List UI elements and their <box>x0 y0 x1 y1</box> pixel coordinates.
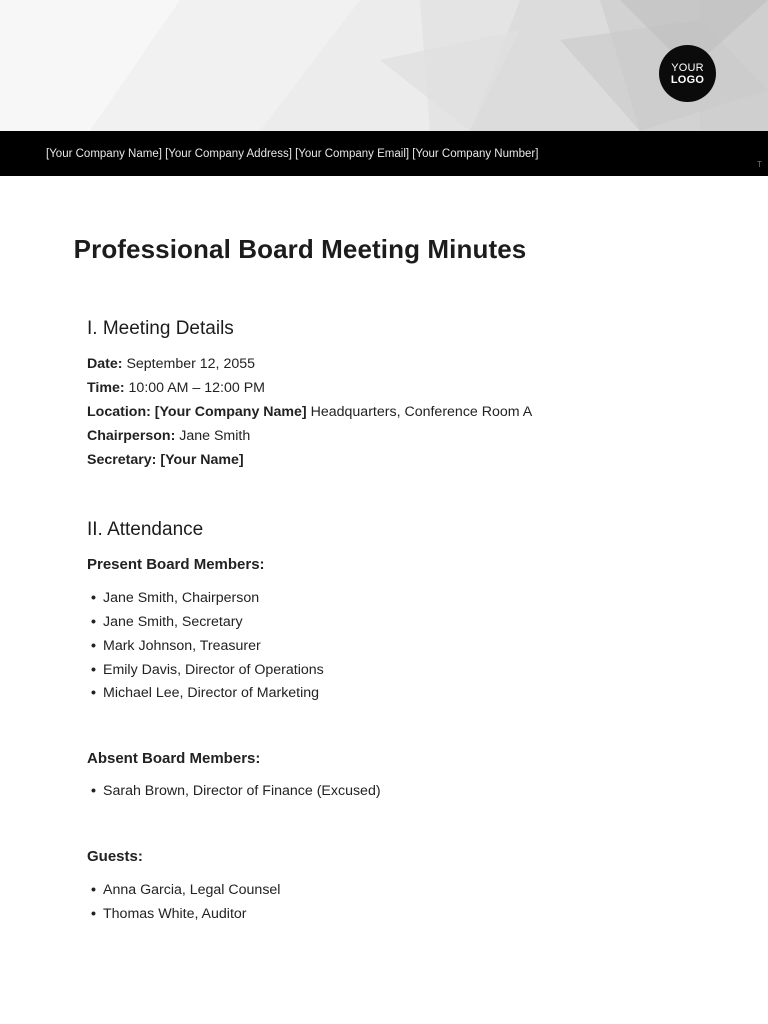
list-item-text: Anna Garcia, Legal Counsel <box>103 882 281 898</box>
bullet-icon: • <box>91 685 96 701</box>
chairperson-value: Jane Smith <box>179 428 251 444</box>
bullet-icon: • <box>91 614 96 630</box>
chairperson-label: Chairperson: <box>87 428 176 444</box>
bullet-icon: • <box>91 590 96 606</box>
bullet-icon: • <box>91 906 96 922</box>
list-item-text: Thomas White, Auditor <box>103 906 247 922</box>
guests-heading: Guests: <box>87 848 143 865</box>
header-banner <box>0 0 768 131</box>
document-title: Professional Board Meeting Minutes <box>73 234 527 264</box>
bullet-icon: • <box>91 662 96 678</box>
location-label: Location: [Your Company Name] <box>87 404 307 420</box>
location-value: Headquarters, Conference Room A <box>310 404 533 420</box>
time-line <box>87 380 265 396</box>
absent-members-heading: Absent Board Members: <box>87 750 261 767</box>
list-item-text: Jane Smith, Chairperson <box>103 590 260 606</box>
list-item-text: Michael Lee, Director of Marketing <box>103 685 320 701</box>
date-line <box>87 356 255 372</box>
banner-geometric-background <box>0 0 768 131</box>
date-value: September 12, 2055 <box>126 356 256 372</box>
corner-mark: T <box>757 160 762 169</box>
list-item-text: Sarah Brown, Director of Finance (Excused) <box>103 783 381 799</box>
bullet-icon: • <box>91 882 96 898</box>
list-item-text: Emily Davis, Director of Operations <box>103 662 324 678</box>
logo-line-2: LOGO <box>670 73 705 86</box>
section-heading-meeting-details: I. Meeting Details <box>87 318 234 339</box>
list-item-absent <box>91 783 381 799</box>
secretary-label: Secretary: [Your Name] <box>87 452 244 468</box>
company-info-text: [Your Company Name] [Your Company Address] [Your Company Email] [Your Company Number] <box>46 147 539 160</box>
present-members-heading: Present Board Members: <box>87 556 265 573</box>
logo-line-1: YOUR <box>671 61 704 74</box>
list-item-text: Mark Johnson, Treasurer <box>103 638 261 654</box>
time-value: 10:00 AM – 12:00 PM <box>128 380 265 396</box>
bullet-icon: • <box>91 638 96 654</box>
list-item-present <box>91 590 259 606</box>
list-item-present <box>91 685 319 701</box>
list-item-guest <box>91 906 247 922</box>
list-item-guest <box>91 882 280 898</box>
list-item-text: Jane Smith, Secretary <box>103 614 243 630</box>
section-heading-attendance: II. Attendance <box>87 519 204 540</box>
date-label: Date: <box>87 356 123 372</box>
list-item-present <box>91 614 243 630</box>
list-item-present <box>91 662 324 678</box>
bullet-icon: • <box>91 783 96 799</box>
secretary-line <box>87 452 244 468</box>
time-label: Time: <box>87 380 125 396</box>
company-info-bar <box>0 131 768 176</box>
company-logo <box>659 45 716 102</box>
location-line <box>87 404 532 420</box>
chairperson-line <box>87 428 250 444</box>
list-item-present <box>91 638 261 654</box>
